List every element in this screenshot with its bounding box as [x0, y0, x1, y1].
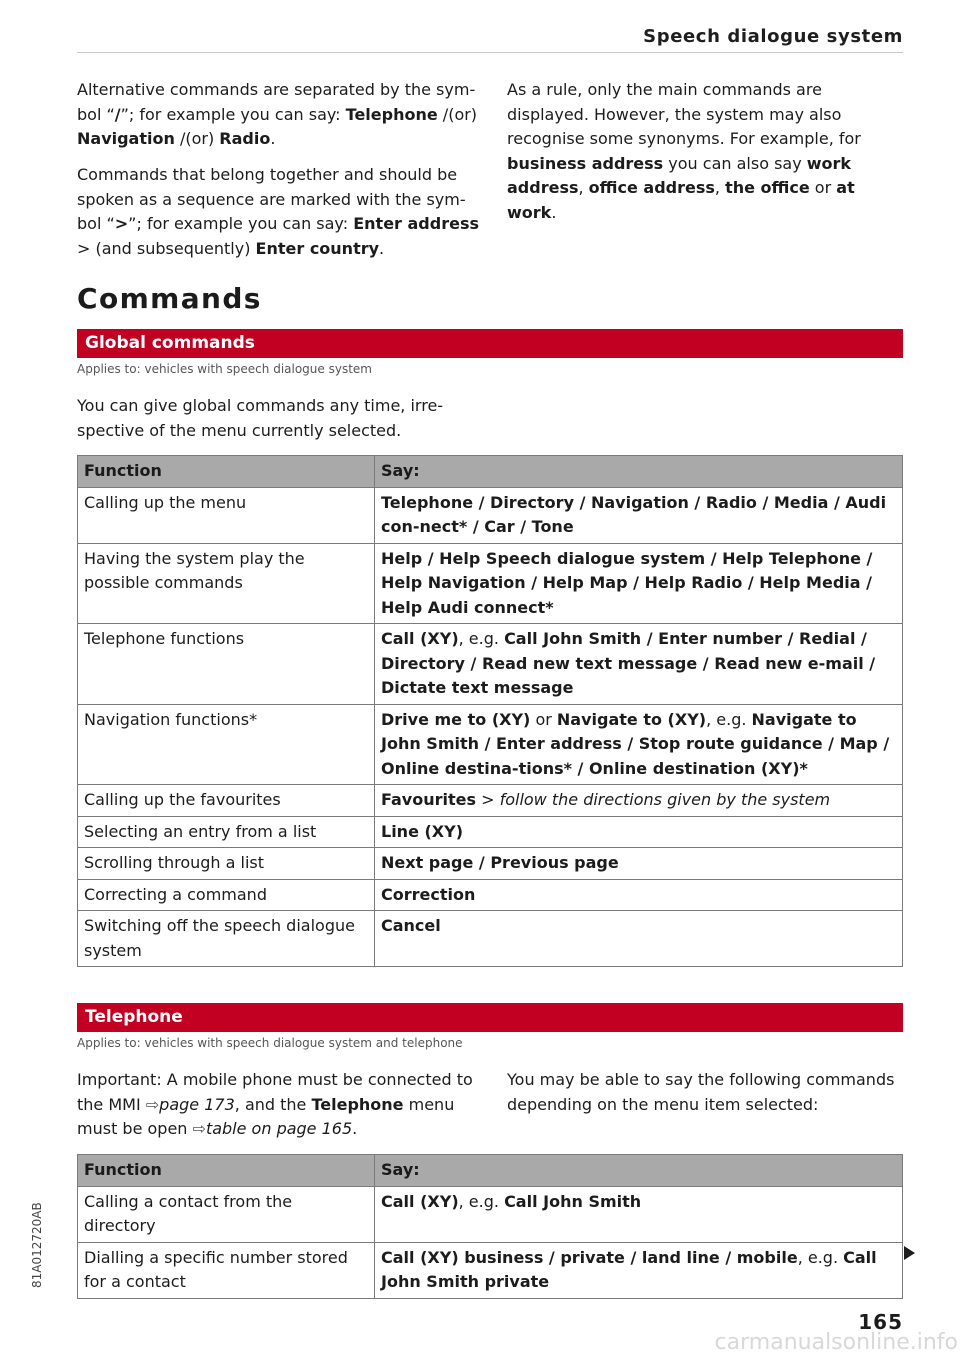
arrow-icon: ⇨	[145, 1094, 160, 1114]
document-code-text: 81A012720AB	[30, 1202, 44, 1288]
say-cell: Next page / Previous page	[375, 848, 903, 880]
text: , e.g.	[458, 1191, 505, 1211]
text: you can also say	[663, 153, 807, 173]
command: Call (XY)	[381, 629, 459, 648]
telephone-commands-table	[77, 1154, 903, 1299]
header-say: Say:	[375, 456, 903, 488]
say-cell: Correction	[375, 879, 903, 911]
table-row	[78, 1242, 903, 1298]
function-cell: Dialling a specific number stored for a contact	[78, 1242, 375, 1298]
global-intro: You can give global commands any time, irre-spective of the menu currently selected.	[77, 396, 444, 440]
text: ,	[578, 178, 589, 197]
telephone-intro-right: You may be able to say the following commands depending on the menu item selected:	[507, 1070, 895, 1114]
function-cell: Calling up the menu	[78, 487, 375, 543]
table-row	[78, 487, 903, 543]
table-row	[78, 1186, 903, 1242]
command: office address	[588, 178, 715, 197]
table-row	[78, 704, 903, 785]
say-cell	[375, 785, 903, 817]
section-title: Commands	[77, 282, 262, 315]
command: Navigate to John Smith / Enter address / Stop route guidance / Map / Online destina-tions* / Online destination (XY)*	[381, 709, 890, 778]
telephone-intro-left	[77, 1068, 477, 1142]
document-code	[27, 1198, 47, 1288]
global-commands-heading: Global commands	[77, 329, 903, 358]
command: work address	[507, 153, 852, 197]
text: Alternative commands are separated by the sym-bol “	[77, 80, 476, 124]
header-say: Say:	[375, 1155, 903, 1187]
table-reference-link[interactable]: table on page 165	[205, 1119, 353, 1138]
command: Call John Smith	[504, 1191, 642, 1211]
global-applies-note: Applies to: vehicles with speech dialogue system	[77, 362, 372, 376]
watermark: carmanualsonline.info	[714, 1330, 958, 1355]
command: business address	[507, 153, 664, 173]
command: Call John Smith / Enter number / Redial / Directory / Read new text message / Read new e-mail / Dictate text message	[381, 629, 876, 697]
command: Navigation	[77, 129, 175, 148]
command: Radio	[219, 129, 271, 148]
symbol: >	[114, 214, 129, 233]
function-cell: Calling a contact from the directory	[78, 1186, 375, 1242]
table-row	[78, 848, 903, 880]
command: Drive me to (XY)	[381, 709, 531, 729]
text: ”; for example you can say:	[120, 104, 346, 124]
intro-paragraph-alternatives	[77, 78, 482, 152]
command: Call John Smith private	[381, 1247, 877, 1291]
text: ”; for example you can say:	[128, 214, 354, 233]
say-cell	[375, 1186, 903, 1242]
command: Telephone	[311, 1094, 404, 1114]
function-cell: Scrolling through a list	[78, 848, 375, 880]
text: .	[270, 129, 276, 148]
table-row	[78, 785, 903, 817]
text: , and the	[234, 1094, 312, 1114]
text: .	[551, 202, 557, 222]
say-cell	[375, 1242, 903, 1298]
text: or	[809, 178, 837, 197]
intro-paragraph-sequence	[77, 163, 482, 261]
text: >	[476, 790, 500, 809]
page-number: 165	[858, 1310, 903, 1334]
table-row	[78, 879, 903, 911]
text: Commands that belong together and should be spoken as a sequence are marked with the sym-bol “	[77, 165, 466, 233]
say-cell: Cancel	[375, 911, 903, 967]
command: at work	[507, 178, 855, 222]
command: the office	[725, 178, 810, 197]
command: Enter country	[255, 238, 380, 258]
function-cell: Having the system play the possible commands	[78, 543, 375, 624]
text: /(or)	[174, 129, 220, 148]
function-cell: Selecting an entry from a list	[78, 816, 375, 848]
command: Call (XY) business / private / land line / mobile	[381, 1247, 798, 1267]
text: .	[379, 238, 385, 258]
instruction: follow the directions given by the system	[499, 790, 831, 809]
say-cell	[375, 624, 903, 705]
command: Telephone	[345, 104, 438, 124]
function-cell: Switching off the speech dialogue system	[78, 911, 375, 967]
global-commands-table	[77, 455, 903, 967]
header-function: Function	[78, 1155, 375, 1187]
arrow-icon: ⇨	[192, 1119, 206, 1138]
command: Call (XY)	[381, 1191, 459, 1211]
function-cell: Correcting a command	[78, 879, 375, 911]
say-cell	[375, 704, 903, 785]
symbol: /	[114, 104, 121, 124]
continue-arrow-icon	[904, 1246, 915, 1260]
function-cell: Telephone functions	[78, 624, 375, 705]
table-header-row	[78, 456, 903, 488]
text: , e.g.	[706, 709, 752, 729]
text: > (and subsequently)	[77, 238, 256, 258]
text: menu must be open	[77, 1094, 455, 1138]
command: Navigate to (XY)	[556, 709, 707, 729]
text: or	[530, 709, 557, 729]
text: /(or)	[437, 104, 478, 124]
running-header: Speech dialogue system	[643, 26, 903, 47]
command: Favourites	[381, 790, 476, 809]
table-row	[78, 624, 903, 705]
command: Enter address	[353, 214, 479, 233]
table-row	[78, 911, 903, 967]
table-row	[78, 816, 903, 848]
text: Important: A mobile phone must be connected to the MMI	[77, 1070, 473, 1114]
header-function: Function	[78, 456, 375, 488]
telephone-heading: Telephone	[77, 1003, 903, 1032]
intro-paragraph-synonyms	[507, 78, 905, 225]
function-cell: Navigation functions*	[78, 704, 375, 785]
say-cell: Telephone / Directory / Navigation / Radio / Media / Audi con-nect* / Car / Tone	[375, 487, 903, 543]
text: .	[352, 1119, 358, 1138]
say-cell: Line (XY)	[375, 816, 903, 848]
table-row	[78, 543, 903, 624]
function-cell: Calling up the favourites	[78, 785, 375, 817]
table-header-row	[78, 1155, 903, 1187]
text: , e.g.	[458, 629, 505, 648]
telephone-applies-note: Applies to: vehicles with speech dialogue system and telephone	[77, 1036, 463, 1050]
text: As a rule, only the main commands are displayed. However, the system may also recognise some synonyms. For example, for	[507, 80, 861, 148]
text: , e.g.	[797, 1247, 844, 1267]
page-reference-link[interactable]: page 173	[159, 1094, 235, 1114]
header-divider	[77, 52, 903, 53]
say-cell: Help / Help Speech dialogue system / Help Telephone / Help Navigation / Help Map / Help Radio / Help Media / Help Audi connect*	[375, 543, 903, 624]
text: ,	[714, 178, 726, 197]
